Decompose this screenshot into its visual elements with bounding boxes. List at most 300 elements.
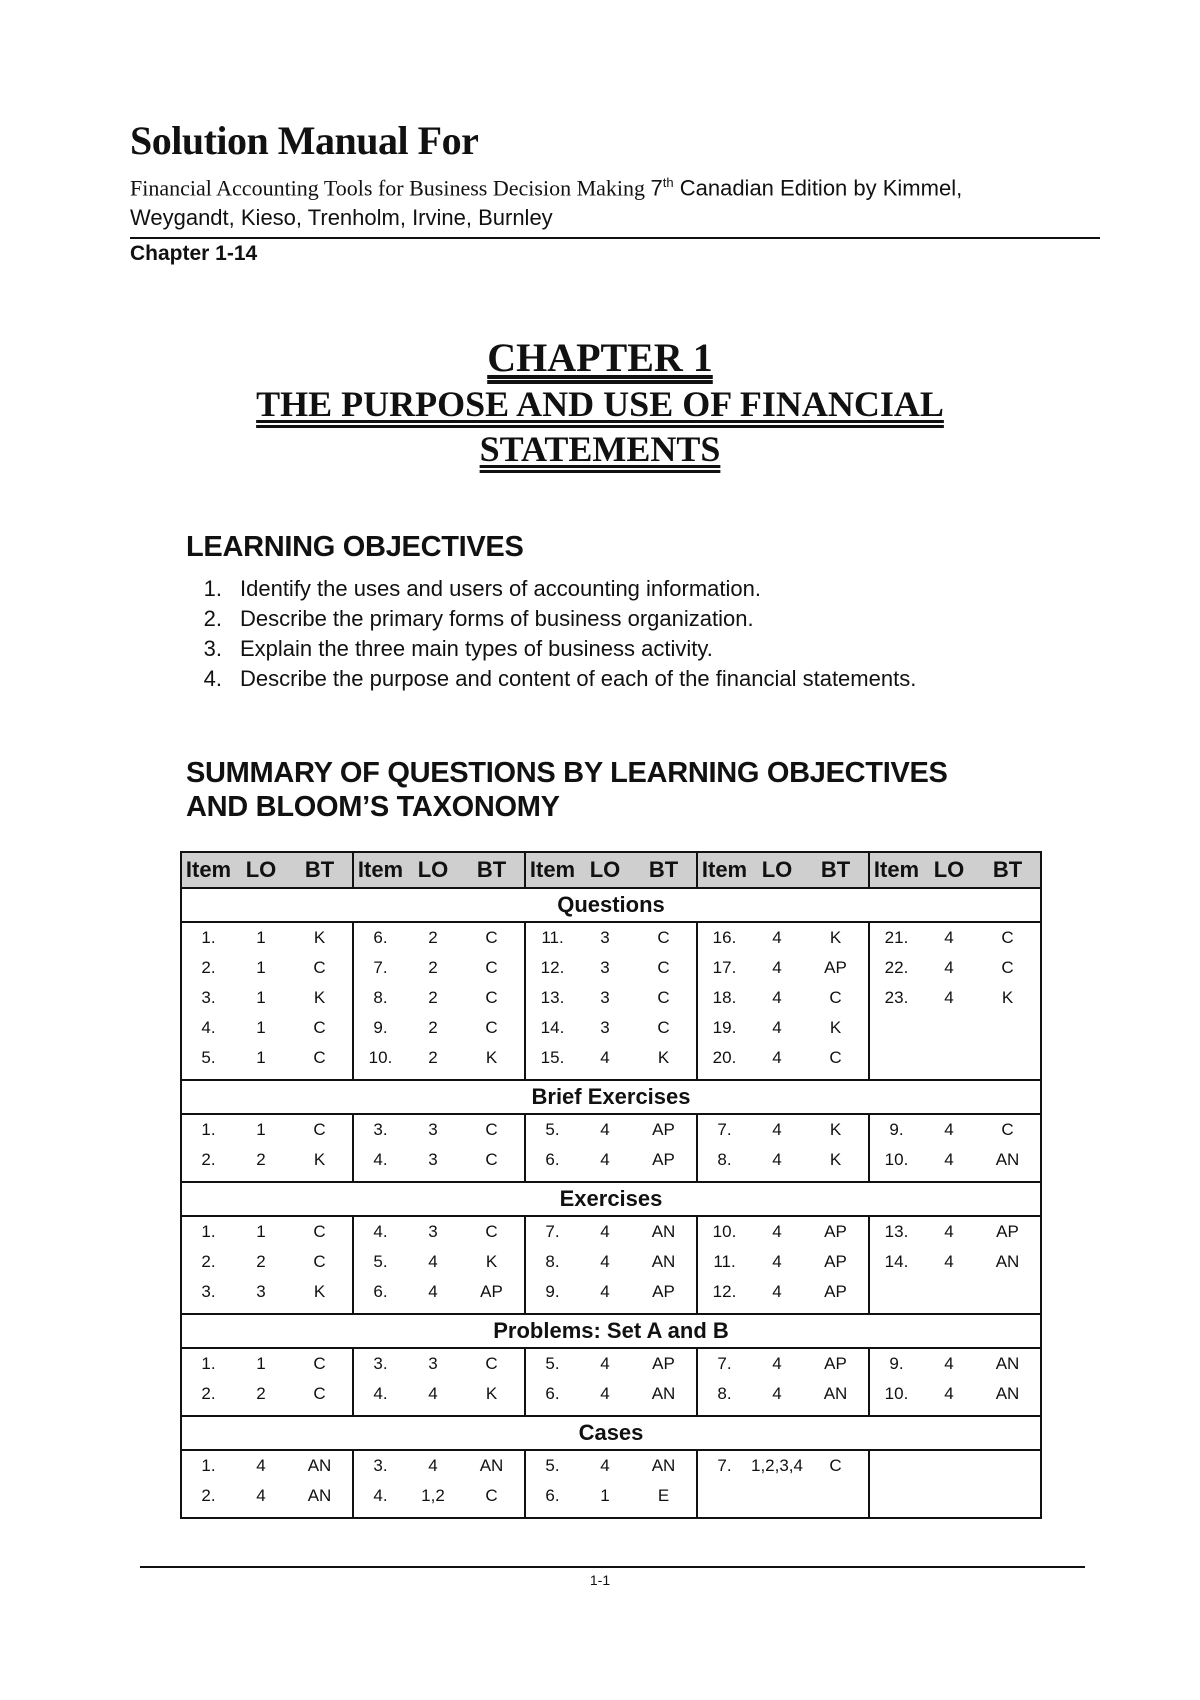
- section-title: Problems: Set A and B: [181, 1314, 1041, 1348]
- bt-cell: C: [459, 1216, 525, 1247]
- lo-cell: 4: [428, 1282, 438, 1301]
- spacer-cell: [353, 1511, 407, 1518]
- chapter-title-line-1: THE PURPOSE AND USE OF FINANCIAL: [256, 384, 944, 424]
- spacer-cell: [803, 1409, 869, 1416]
- lo-cell: 4: [944, 1120, 954, 1139]
- item-cell: 3.: [373, 1120, 388, 1139]
- spacer-cell: [631, 1307, 697, 1314]
- subtitle-book-title: Financial Accounting Tools for Business Decision Making: [130, 175, 646, 201]
- spacer-cell: [525, 1175, 579, 1182]
- bt-cell: [975, 1277, 1041, 1307]
- bt-cell: AN: [287, 1450, 353, 1481]
- spacer-cell: [459, 1175, 525, 1182]
- item-cell: 6.: [373, 1282, 388, 1301]
- footer-divider: [140, 1566, 1085, 1568]
- spacer-cell: [181, 1175, 235, 1182]
- objective-number: 2.: [203, 606, 222, 631]
- spacer-cell: [181, 1307, 235, 1314]
- spacer-cell: [697, 1073, 751, 1080]
- bt-cell: K: [287, 922, 353, 953]
- learning-objectives-section: [186, 530, 916, 694]
- item-cell: 10.: [712, 1222, 737, 1241]
- item-cell: [869, 1481, 923, 1511]
- bt-cell: K: [975, 983, 1041, 1013]
- bt-cell: C: [459, 1145, 525, 1175]
- bt-cell: AP: [803, 953, 869, 983]
- section-spacer: [181, 1073, 1041, 1080]
- item-cell: 10.: [368, 1048, 393, 1067]
- column-header: LO: [407, 852, 459, 888]
- lo-cell: 4: [772, 1048, 782, 1067]
- table-row: [181, 1277, 1041, 1307]
- bt-cell: AN: [459, 1450, 525, 1481]
- lo-cell: 4: [256, 1486, 266, 1505]
- lo-cell: 4: [600, 1150, 610, 1169]
- objective-text: Identify the uses and users of accounting information.: [240, 576, 761, 601]
- bt-cell: AN: [287, 1481, 353, 1511]
- objective-text: Explain the three main types of business activity.: [240, 636, 713, 661]
- table-row: [181, 1481, 1041, 1511]
- item-cell: 8.: [373, 988, 388, 1007]
- item-cell: 14.: [884, 1252, 909, 1271]
- spacer-cell: [869, 1511, 923, 1518]
- item-cell: 10.: [884, 1384, 909, 1403]
- item-cell: 2.: [181, 1481, 235, 1511]
- column-header: BT: [803, 852, 869, 888]
- subtitle-edition-number: 7: [650, 175, 663, 201]
- lo-cell: 1: [256, 1018, 266, 1037]
- item-cell: 5.: [545, 1354, 560, 1373]
- item-cell: 12.: [540, 958, 565, 977]
- summary-heading-line-2: AND BLOOM’S TAXONOMY: [186, 791, 560, 823]
- bt-cell: C: [459, 1348, 525, 1379]
- bt-cell: E: [631, 1481, 697, 1511]
- bt-cell: AN: [975, 1247, 1041, 1277]
- bt-cell: [975, 1043, 1041, 1073]
- item-cell: 3.: [181, 1277, 235, 1307]
- spacer-cell: [975, 1307, 1041, 1314]
- spacer-cell: [697, 1409, 751, 1416]
- bt-cell: AN: [803, 1379, 869, 1409]
- table-row: [181, 1247, 1041, 1277]
- item-cell: 8.: [717, 1150, 732, 1169]
- spacer-cell: [923, 1409, 975, 1416]
- spacer-cell: [407, 1175, 459, 1182]
- lo-cell: 4: [428, 1456, 438, 1475]
- bt-cell: [975, 1481, 1041, 1511]
- column-header: LO: [751, 852, 803, 888]
- bt-cell: C: [631, 953, 697, 983]
- item-cell: [869, 1277, 923, 1307]
- bt-cell: C: [631, 1013, 697, 1043]
- document-header: [130, 118, 1100, 269]
- column-header: LO: [923, 852, 975, 888]
- item-cell: 2.: [181, 953, 235, 983]
- item-cell: 5.: [545, 1456, 560, 1475]
- spacer-cell: [869, 1073, 923, 1080]
- lo-cell: 4: [772, 1120, 782, 1139]
- lo-cell: 4: [944, 928, 954, 947]
- column-header: Item: [525, 852, 579, 888]
- objective-number: 4.: [203, 666, 222, 691]
- bt-cell: C: [287, 1043, 353, 1073]
- lo-cell: 4: [600, 1354, 610, 1373]
- bt-cell: K: [803, 922, 869, 953]
- spacer-cell: [923, 1511, 975, 1518]
- item-cell: 7.: [717, 1456, 732, 1475]
- spacer-cell: [975, 1511, 1041, 1518]
- lo-cell: 4: [256, 1456, 266, 1475]
- section-title: Cases: [181, 1416, 1041, 1450]
- subtitle-authors: Weygandt, Kieso, Trenholm, Irvine, Burnley: [130, 205, 553, 231]
- item-cell: 2.: [181, 1247, 235, 1277]
- bt-cell: K: [287, 983, 353, 1013]
- spacer-cell: [181, 1511, 235, 1518]
- spacer-cell: [235, 1175, 287, 1182]
- subtitle-edition-suffix: th: [662, 175, 674, 190]
- bt-cell: K: [459, 1379, 525, 1409]
- lo-cell: 4: [428, 1384, 438, 1403]
- lo-cell: 1: [256, 1048, 266, 1067]
- section-header-row: [181, 1416, 1041, 1450]
- item-cell: 3.: [181, 983, 235, 1013]
- objective-number: 3.: [203, 636, 222, 661]
- objective-text: Describe the purpose and content of each of the financial statements.: [240, 666, 917, 691]
- item-cell: 10.: [884, 1150, 909, 1169]
- spacer-cell: [235, 1511, 287, 1518]
- chapter-title-line-2: STATEMENTS: [479, 429, 721, 469]
- bt-cell: C: [975, 1114, 1041, 1145]
- bt-cell: C: [287, 1013, 353, 1043]
- spacer-cell: [181, 1409, 235, 1416]
- lo-cell: 3: [256, 1282, 266, 1301]
- item-cell: 2.: [181, 1379, 235, 1409]
- lo-cell: 4: [600, 1384, 610, 1403]
- bt-cell: K: [631, 1043, 697, 1073]
- spacer-cell: [697, 1175, 751, 1182]
- lo-cell: 2: [428, 958, 438, 977]
- lo-cell: 4: [600, 1282, 610, 1301]
- item-cell: 7.: [717, 1120, 732, 1139]
- bt-cell: C: [459, 1013, 525, 1043]
- item-cell: 4.: [373, 1150, 388, 1169]
- lo-cell: 1: [256, 1354, 266, 1373]
- spacer-cell: [803, 1073, 869, 1080]
- bt-cell: AP: [803, 1247, 869, 1277]
- spacer-cell: [975, 1073, 1041, 1080]
- bt-cell: AP: [631, 1145, 697, 1175]
- spacer-cell: [751, 1511, 803, 1518]
- lo-cell: 3: [600, 1018, 610, 1037]
- item-cell: 4.: [181, 1013, 235, 1043]
- lo-cell: 3: [428, 1150, 438, 1169]
- bt-cell: C: [287, 1348, 353, 1379]
- bt-cell: C: [287, 953, 353, 983]
- lo-cell: 1: [600, 1486, 610, 1505]
- lo-cell: [751, 1481, 803, 1511]
- bt-cell: C: [287, 1114, 353, 1145]
- item-cell: 12.: [712, 1282, 737, 1301]
- spacer-cell: [923, 1175, 975, 1182]
- lo-cell: [923, 1450, 975, 1481]
- chapter-number: CHAPTER 1: [487, 335, 713, 380]
- lo-cell: 4: [600, 1222, 610, 1241]
- item-cell: 7.: [717, 1354, 732, 1373]
- item-cell: 2.: [181, 1145, 235, 1175]
- spacer-cell: [525, 1307, 579, 1314]
- table-row: [181, 1145, 1041, 1175]
- section-header-row: [181, 1182, 1041, 1216]
- lo-cell: 4: [772, 1018, 782, 1037]
- bt-cell: K: [287, 1145, 353, 1175]
- item-cell: 5.: [181, 1043, 235, 1073]
- lo-cell: 2: [428, 1048, 438, 1067]
- lo-cell: 4: [772, 1384, 782, 1403]
- spacer-cell: [631, 1409, 697, 1416]
- item-cell: 4.: [373, 1222, 388, 1241]
- column-header-row: [181, 852, 1041, 888]
- lo-cell: 3: [428, 1120, 438, 1139]
- column-header: Item: [697, 852, 751, 888]
- spacer-cell: [869, 1175, 923, 1182]
- spacer-cell: [579, 1307, 631, 1314]
- lo-cell: 4: [772, 988, 782, 1007]
- summary-table-body: [181, 852, 1041, 1518]
- bt-cell: C: [631, 983, 697, 1013]
- spacer-cell: [975, 1409, 1041, 1416]
- item-cell: 13.: [540, 988, 565, 1007]
- lo-cell: 4: [944, 1252, 954, 1271]
- bt-cell: AP: [631, 1114, 697, 1145]
- item-cell: 9.: [889, 1354, 904, 1373]
- lo-cell: 3: [600, 988, 610, 1007]
- spacer-cell: [235, 1307, 287, 1314]
- bt-cell: K: [803, 1013, 869, 1043]
- item-cell: 6.: [545, 1150, 560, 1169]
- objective-number: 1.: [203, 576, 222, 601]
- lo-cell: 4: [944, 1384, 954, 1403]
- item-cell: 6.: [545, 1486, 560, 1505]
- learning-objective-item: [186, 664, 916, 694]
- lo-cell: [923, 1013, 975, 1043]
- lo-cell: 1: [256, 958, 266, 977]
- item-cell: 5.: [545, 1120, 560, 1139]
- item-cell: [869, 1043, 923, 1073]
- spacer-cell: [525, 1511, 579, 1518]
- spacer-cell: [579, 1175, 631, 1182]
- learning-objective-item: [186, 634, 916, 664]
- bt-cell: K: [459, 1247, 525, 1277]
- table-row: [181, 1114, 1041, 1145]
- spacer-cell: [751, 1409, 803, 1416]
- item-cell: 9.: [373, 1018, 388, 1037]
- item-cell: 19.: [712, 1018, 737, 1037]
- bt-cell: [803, 1481, 869, 1511]
- table-row: [181, 1216, 1041, 1247]
- bt-cell: C: [459, 1481, 525, 1511]
- lo-cell: 4: [772, 958, 782, 977]
- bt-cell: AP: [803, 1216, 869, 1247]
- spacer-cell: [407, 1511, 459, 1518]
- section-header-row: [181, 888, 1041, 922]
- item-cell: 11.: [713, 1252, 736, 1271]
- lo-cell: 4: [772, 1222, 782, 1241]
- spacer-cell: [697, 1307, 751, 1314]
- item-cell: 4.: [373, 1486, 388, 1505]
- spacer-cell: [751, 1175, 803, 1182]
- spacer-cell: [235, 1409, 287, 1416]
- spacer-cell: [407, 1409, 459, 1416]
- item-cell: 8.: [545, 1252, 560, 1271]
- spacer-cell: [459, 1073, 525, 1080]
- item-cell: 23.: [884, 988, 909, 1007]
- spacer-cell: [353, 1073, 407, 1080]
- bt-cell: C: [803, 983, 869, 1013]
- bt-cell: [975, 1013, 1041, 1043]
- lo-cell: 1: [256, 1222, 266, 1241]
- table-row: [181, 1348, 1041, 1379]
- subtitle-edition-rest: Canadian Edition by Kimmel,: [673, 175, 963, 201]
- item-cell: 22.: [884, 958, 909, 977]
- bt-cell: C: [975, 922, 1041, 953]
- spacer-cell: [631, 1073, 697, 1080]
- column-header: Item: [181, 852, 235, 888]
- bt-cell: C: [459, 983, 525, 1013]
- lo-cell: 2: [256, 1384, 266, 1403]
- lo-cell: 2: [256, 1150, 266, 1169]
- lo-cell: 4: [772, 1282, 782, 1301]
- column-header: BT: [459, 852, 525, 888]
- item-cell: 11.: [541, 928, 564, 947]
- column-header: BT: [287, 852, 353, 888]
- chapter-heading: [0, 334, 1200, 472]
- item-cell: 1.: [181, 1348, 235, 1379]
- bt-cell: AP: [803, 1348, 869, 1379]
- lo-cell: 1: [256, 928, 266, 947]
- bt-cell: AP: [631, 1348, 697, 1379]
- bt-cell: K: [803, 1145, 869, 1175]
- item-cell: 16.: [712, 928, 737, 947]
- item-cell: 6.: [373, 928, 388, 947]
- spacer-cell: [353, 1307, 407, 1314]
- item-cell: 4.: [373, 1384, 388, 1403]
- bt-cell: AP: [459, 1277, 525, 1307]
- bt-cell: C: [287, 1216, 353, 1247]
- lo-cell: 3: [428, 1354, 438, 1373]
- bt-cell: AN: [975, 1379, 1041, 1409]
- bt-cell: [975, 1450, 1041, 1481]
- lo-cell: 4: [600, 1456, 610, 1475]
- bt-cell: C: [459, 953, 525, 983]
- item-cell: 21.: [884, 928, 909, 947]
- table-row: [181, 1379, 1041, 1409]
- item-cell: 1.: [181, 1450, 235, 1481]
- table-row: [181, 1450, 1041, 1481]
- item-cell: 3.: [373, 1456, 388, 1475]
- spacer-cell: [525, 1073, 579, 1080]
- column-header: LO: [579, 852, 631, 888]
- lo-cell: 4: [772, 1354, 782, 1373]
- bt-cell: C: [803, 1043, 869, 1073]
- spacer-cell: [803, 1175, 869, 1182]
- section-spacer: [181, 1307, 1041, 1314]
- item-cell: 13.: [884, 1222, 909, 1241]
- bt-cell: AP: [975, 1216, 1041, 1247]
- column-header: BT: [975, 852, 1041, 888]
- item-cell: [869, 1013, 923, 1043]
- spacer-cell: [353, 1175, 407, 1182]
- bt-cell: C: [459, 922, 525, 953]
- objective-text: Describe the primary forms of business organization.: [240, 606, 754, 631]
- bt-cell: AN: [631, 1379, 697, 1409]
- bt-cell: C: [459, 1114, 525, 1145]
- spacer-cell: [975, 1175, 1041, 1182]
- lo-cell: 4: [944, 1354, 954, 1373]
- table-row: [181, 1043, 1041, 1073]
- spacer-cell: [459, 1409, 525, 1416]
- lo-cell: 4: [772, 1150, 782, 1169]
- spacer-cell: [579, 1073, 631, 1080]
- table-row: [181, 983, 1041, 1013]
- lo-cell: 4: [944, 1222, 954, 1241]
- spacer-cell: [869, 1409, 923, 1416]
- summary-heading-line-1: SUMMARY OF QUESTIONS BY LEARNING OBJECTIVES: [186, 757, 948, 789]
- bt-cell: C: [631, 922, 697, 953]
- spacer-cell: [923, 1073, 975, 1080]
- spacer-cell: [287, 1409, 353, 1416]
- bt-cell: K: [459, 1043, 525, 1073]
- summary-section: [186, 756, 948, 824]
- lo-cell: [923, 1277, 975, 1307]
- lo-cell: 1: [256, 1120, 266, 1139]
- spacer-cell: [407, 1307, 459, 1314]
- document-title: Solution Manual For: [130, 118, 479, 163]
- table-row: [181, 922, 1041, 953]
- bt-cell: AN: [631, 1450, 697, 1481]
- learning-objectives-heading: LEARNING OBJECTIVES: [186, 531, 524, 563]
- section-title: Exercises: [181, 1182, 1041, 1216]
- spacer-cell: [181, 1073, 235, 1080]
- spacer-cell: [407, 1073, 459, 1080]
- lo-cell: 4: [600, 1120, 610, 1139]
- table-row: [181, 1013, 1041, 1043]
- section-title: Brief Exercises: [181, 1080, 1041, 1114]
- bt-cell: AN: [631, 1216, 697, 1247]
- spacer-cell: [579, 1409, 631, 1416]
- spacer-cell: [631, 1511, 697, 1518]
- lo-cell: 4: [600, 1048, 610, 1067]
- column-header: Item: [353, 852, 407, 888]
- spacer-cell: [631, 1175, 697, 1182]
- learning-objectives-list: [186, 574, 916, 694]
- spacer-cell: [287, 1175, 353, 1182]
- item-cell: [697, 1481, 751, 1511]
- section-title: Questions: [181, 888, 1041, 922]
- summary-table: [180, 851, 1042, 1519]
- lo-cell: 2: [256, 1252, 266, 1271]
- item-cell: 6.: [545, 1384, 560, 1403]
- lo-cell: 3: [600, 928, 610, 947]
- item-cell: 1.: [181, 1114, 235, 1145]
- lo-cell: 1,2: [421, 1486, 445, 1505]
- bt-cell: C: [287, 1379, 353, 1409]
- spacer-cell: [287, 1073, 353, 1080]
- spacer-cell: [579, 1511, 631, 1518]
- lo-cell: 1,2,3,4: [751, 1456, 803, 1475]
- table-row: [181, 953, 1041, 983]
- bt-cell: C: [803, 1450, 869, 1481]
- spacer-cell: [525, 1409, 579, 1416]
